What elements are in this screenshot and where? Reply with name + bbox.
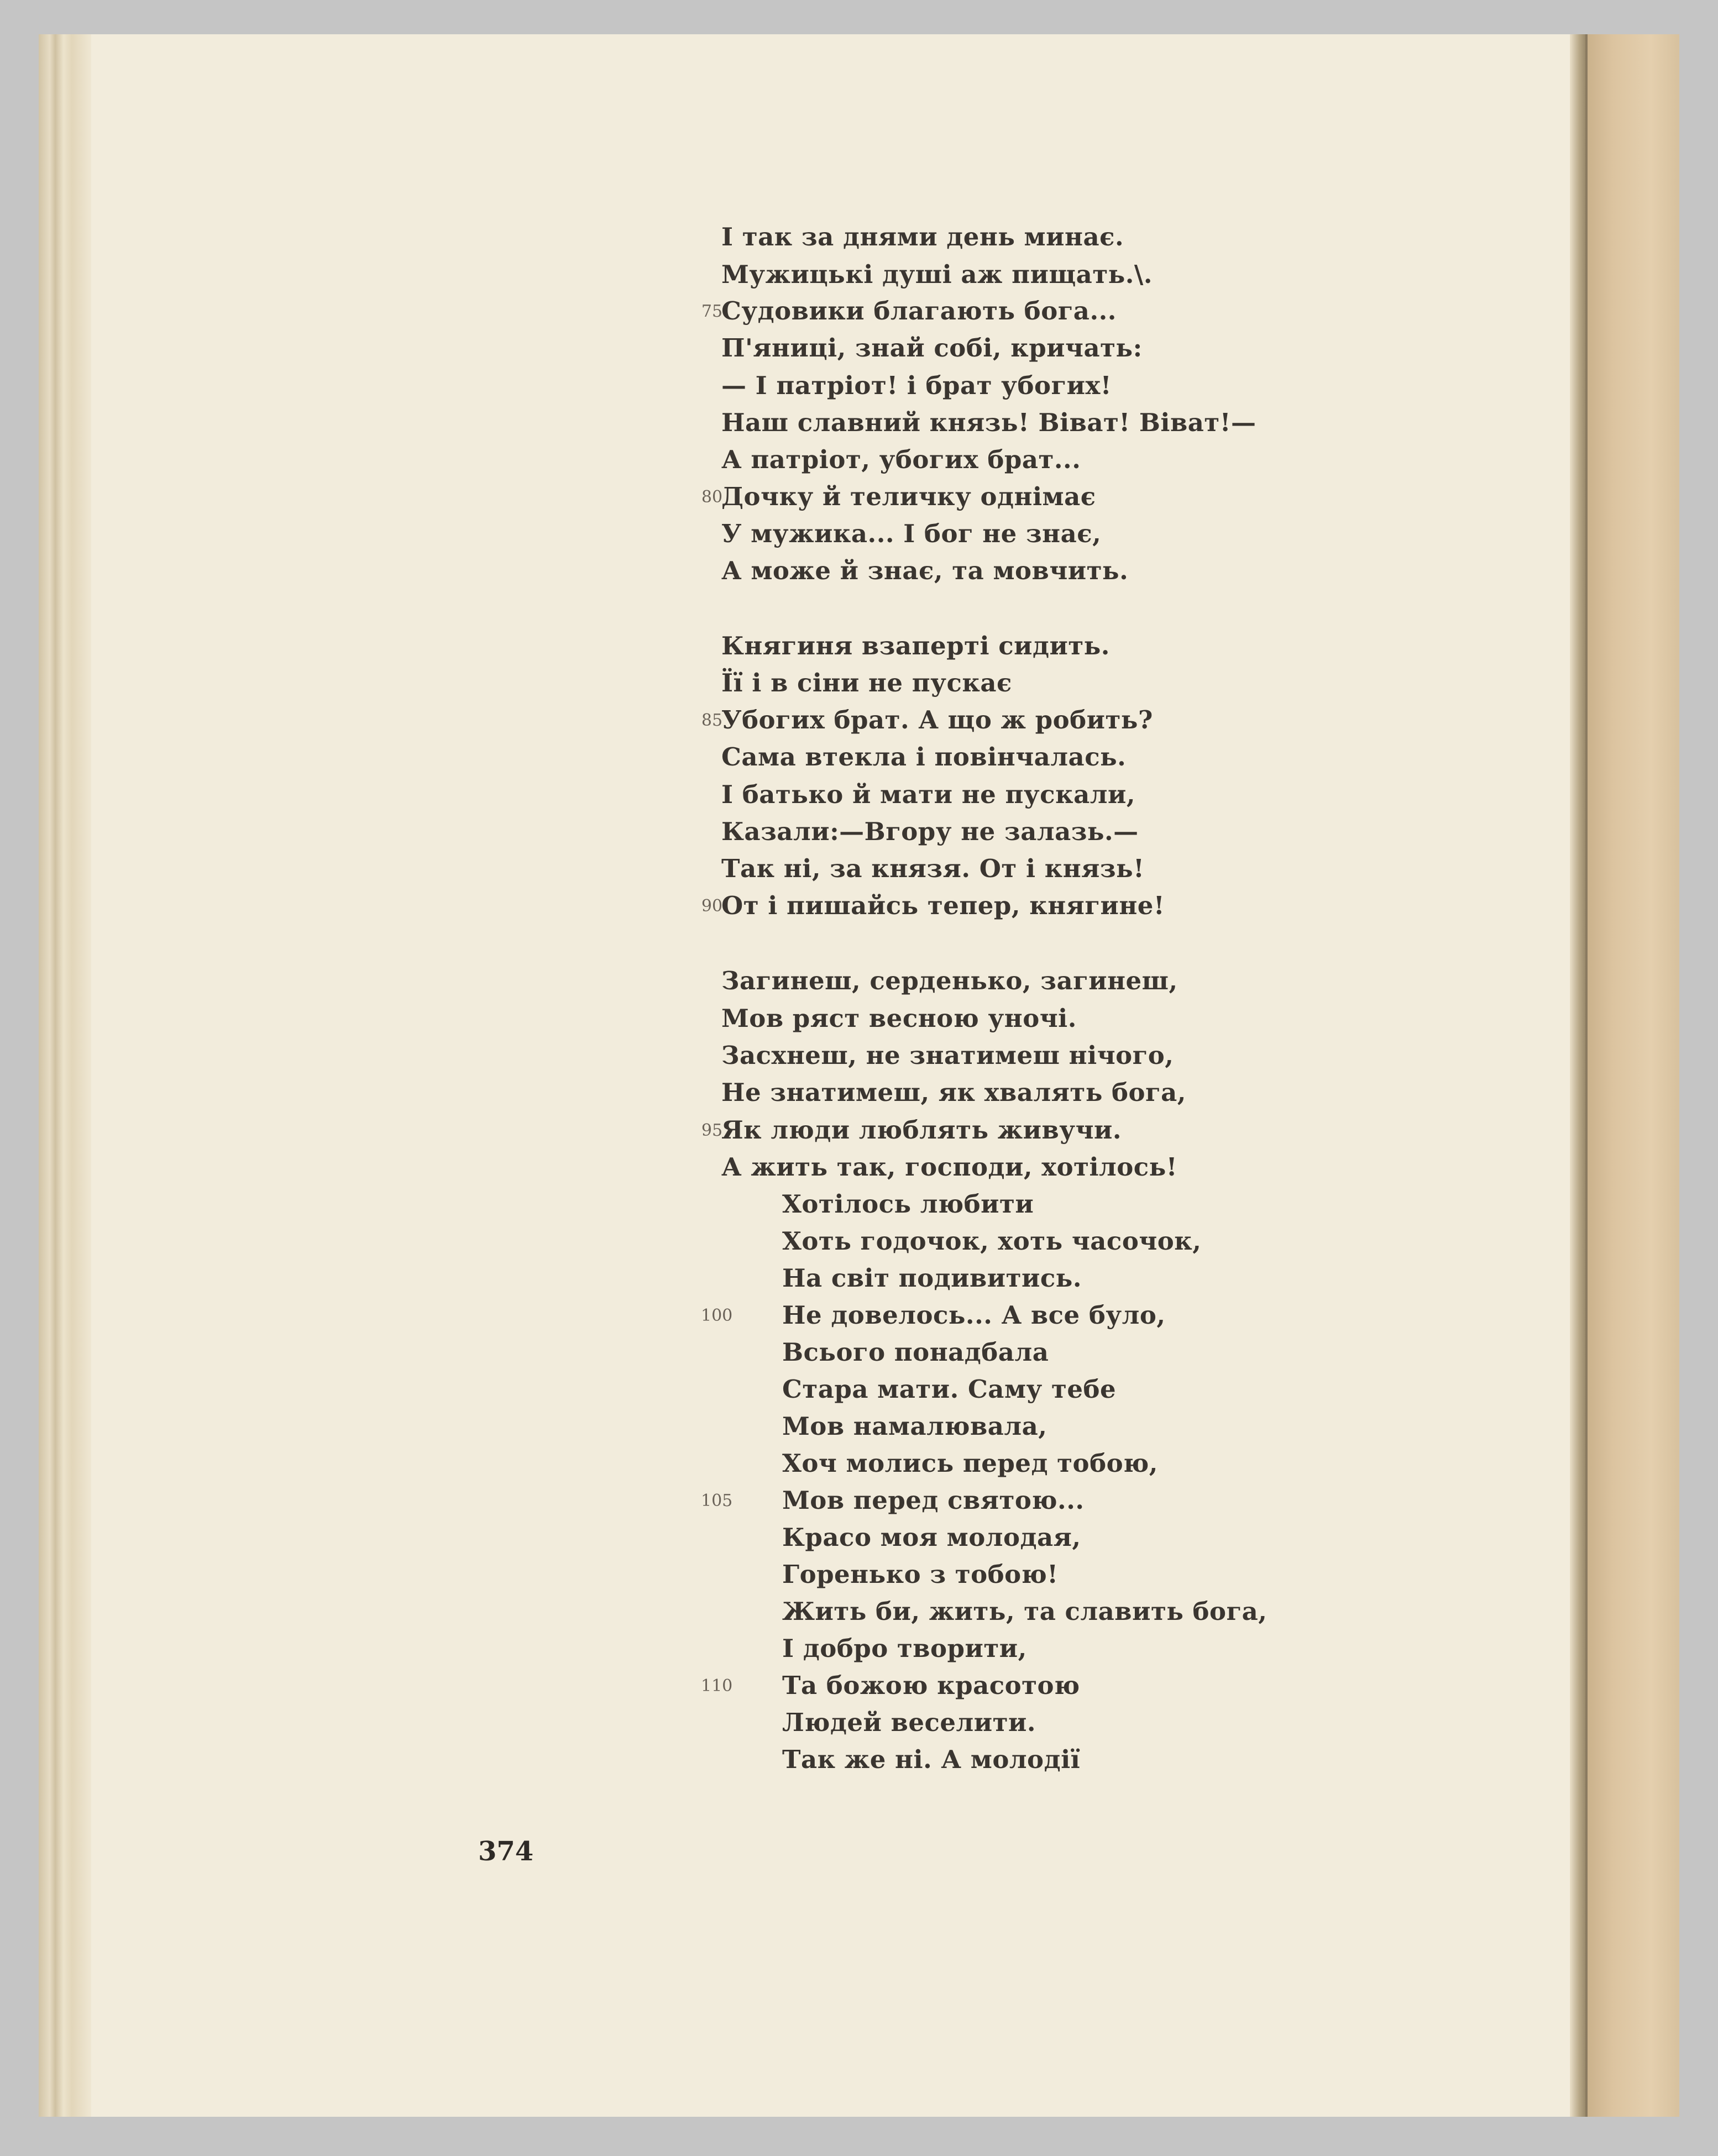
poem-line: Судовики благають бога... [721,296,1117,326]
poem-line: Казали:—Вгору не залазь.— [721,817,1139,846]
poem-line: Княгиня взаперті сидить. [721,631,1110,660]
poem-line: І добро творити, [782,1634,1027,1663]
poem-line: А може й знає, та мовчить. [721,556,1129,585]
poem-line: І батько й мати не пускали, [721,780,1136,809]
poem-line: Та божою красотою [782,1671,1080,1700]
poem-line: Її і в сіни не пускає [721,668,1012,697]
poem-line: П'яниці, знай собі, кричать: [721,333,1143,363]
page-fold-shadow [1570,34,1585,2117]
poem-line: Стара мати. Саму тебе [782,1375,1117,1404]
poem-line: Так ні, за князя. От і князь! [721,854,1145,883]
poem-line: — І патріот! і брат убогих! [721,371,1112,400]
page-gutter [39,34,91,2117]
poem-line: Хоть годочок, хоть часочок, [782,1226,1202,1256]
poem-line: Гоpенько з тобою! [782,1560,1059,1589]
poem-line: Не довелось... А все було, [782,1300,1166,1330]
poem-line: От і пишайсь тепер, княгине! [721,891,1165,920]
poem-line: Всього понадбала [782,1337,1049,1367]
poem-line: Хотілось любити [782,1189,1034,1219]
line-number: 105 [701,1491,733,1510]
poem-line: Людей веселити. [782,1708,1036,1737]
poem-line: Убогих брат. А що ж робить? [721,705,1153,735]
page-edge-line [1585,34,1588,2117]
line-number: 110 [701,1676,733,1696]
line-number: 80 [701,487,723,507]
poem-line: Як люди люблять живучи. [721,1115,1122,1145]
poem-line: Сама втекла і повінчалась. [721,742,1127,772]
poem-line: Мужицькі душі аж пищать.\. [721,260,1153,289]
poem-line: А патріот, убогих брат... [721,445,1081,474]
book-page [39,34,1679,2117]
poem-line: Не знатимеш, як хвалять бога, [721,1078,1186,1107]
poem-line: Наш славний князь! Віват! Віват!— [721,408,1256,437]
poem-line: На світ подивитись. [782,1263,1082,1293]
line-number: 100 [701,1306,733,1325]
poem-line: А жить так, господи, хотілось! [721,1152,1177,1182]
poem-line: Дочку й теличку однімає [721,482,1096,511]
line-number: 75 [701,302,723,321]
line-number: 95 [701,1121,723,1140]
poem-line: І так за днями день минає. [721,222,1124,251]
line-number: 90 [701,896,723,916]
poem-line: Так же ні. А молодії [782,1745,1081,1774]
line-number: 85 [701,711,723,730]
poem-line: Загинеш, серденько, загинеш, [721,966,1178,995]
poem-line: Красо моя молодая, [782,1523,1081,1552]
poem-line: Мов ряст весною уночі. [721,1004,1077,1033]
next-page-edge [1585,34,1679,2117]
poem-line: Хоч молись перед тобою, [782,1449,1158,1478]
poem-line: Мов перед святою... [782,1486,1085,1515]
page-number: 374 [478,1836,534,1867]
poem-line: Засхнеш, не знатимеш нічого, [721,1041,1174,1070]
poem-line: Жить би, жить, та славить бога, [782,1597,1267,1626]
poem-line: У мужика... І бог не знає, [721,519,1102,548]
poem-line: Мов намалювала, [782,1412,1047,1441]
